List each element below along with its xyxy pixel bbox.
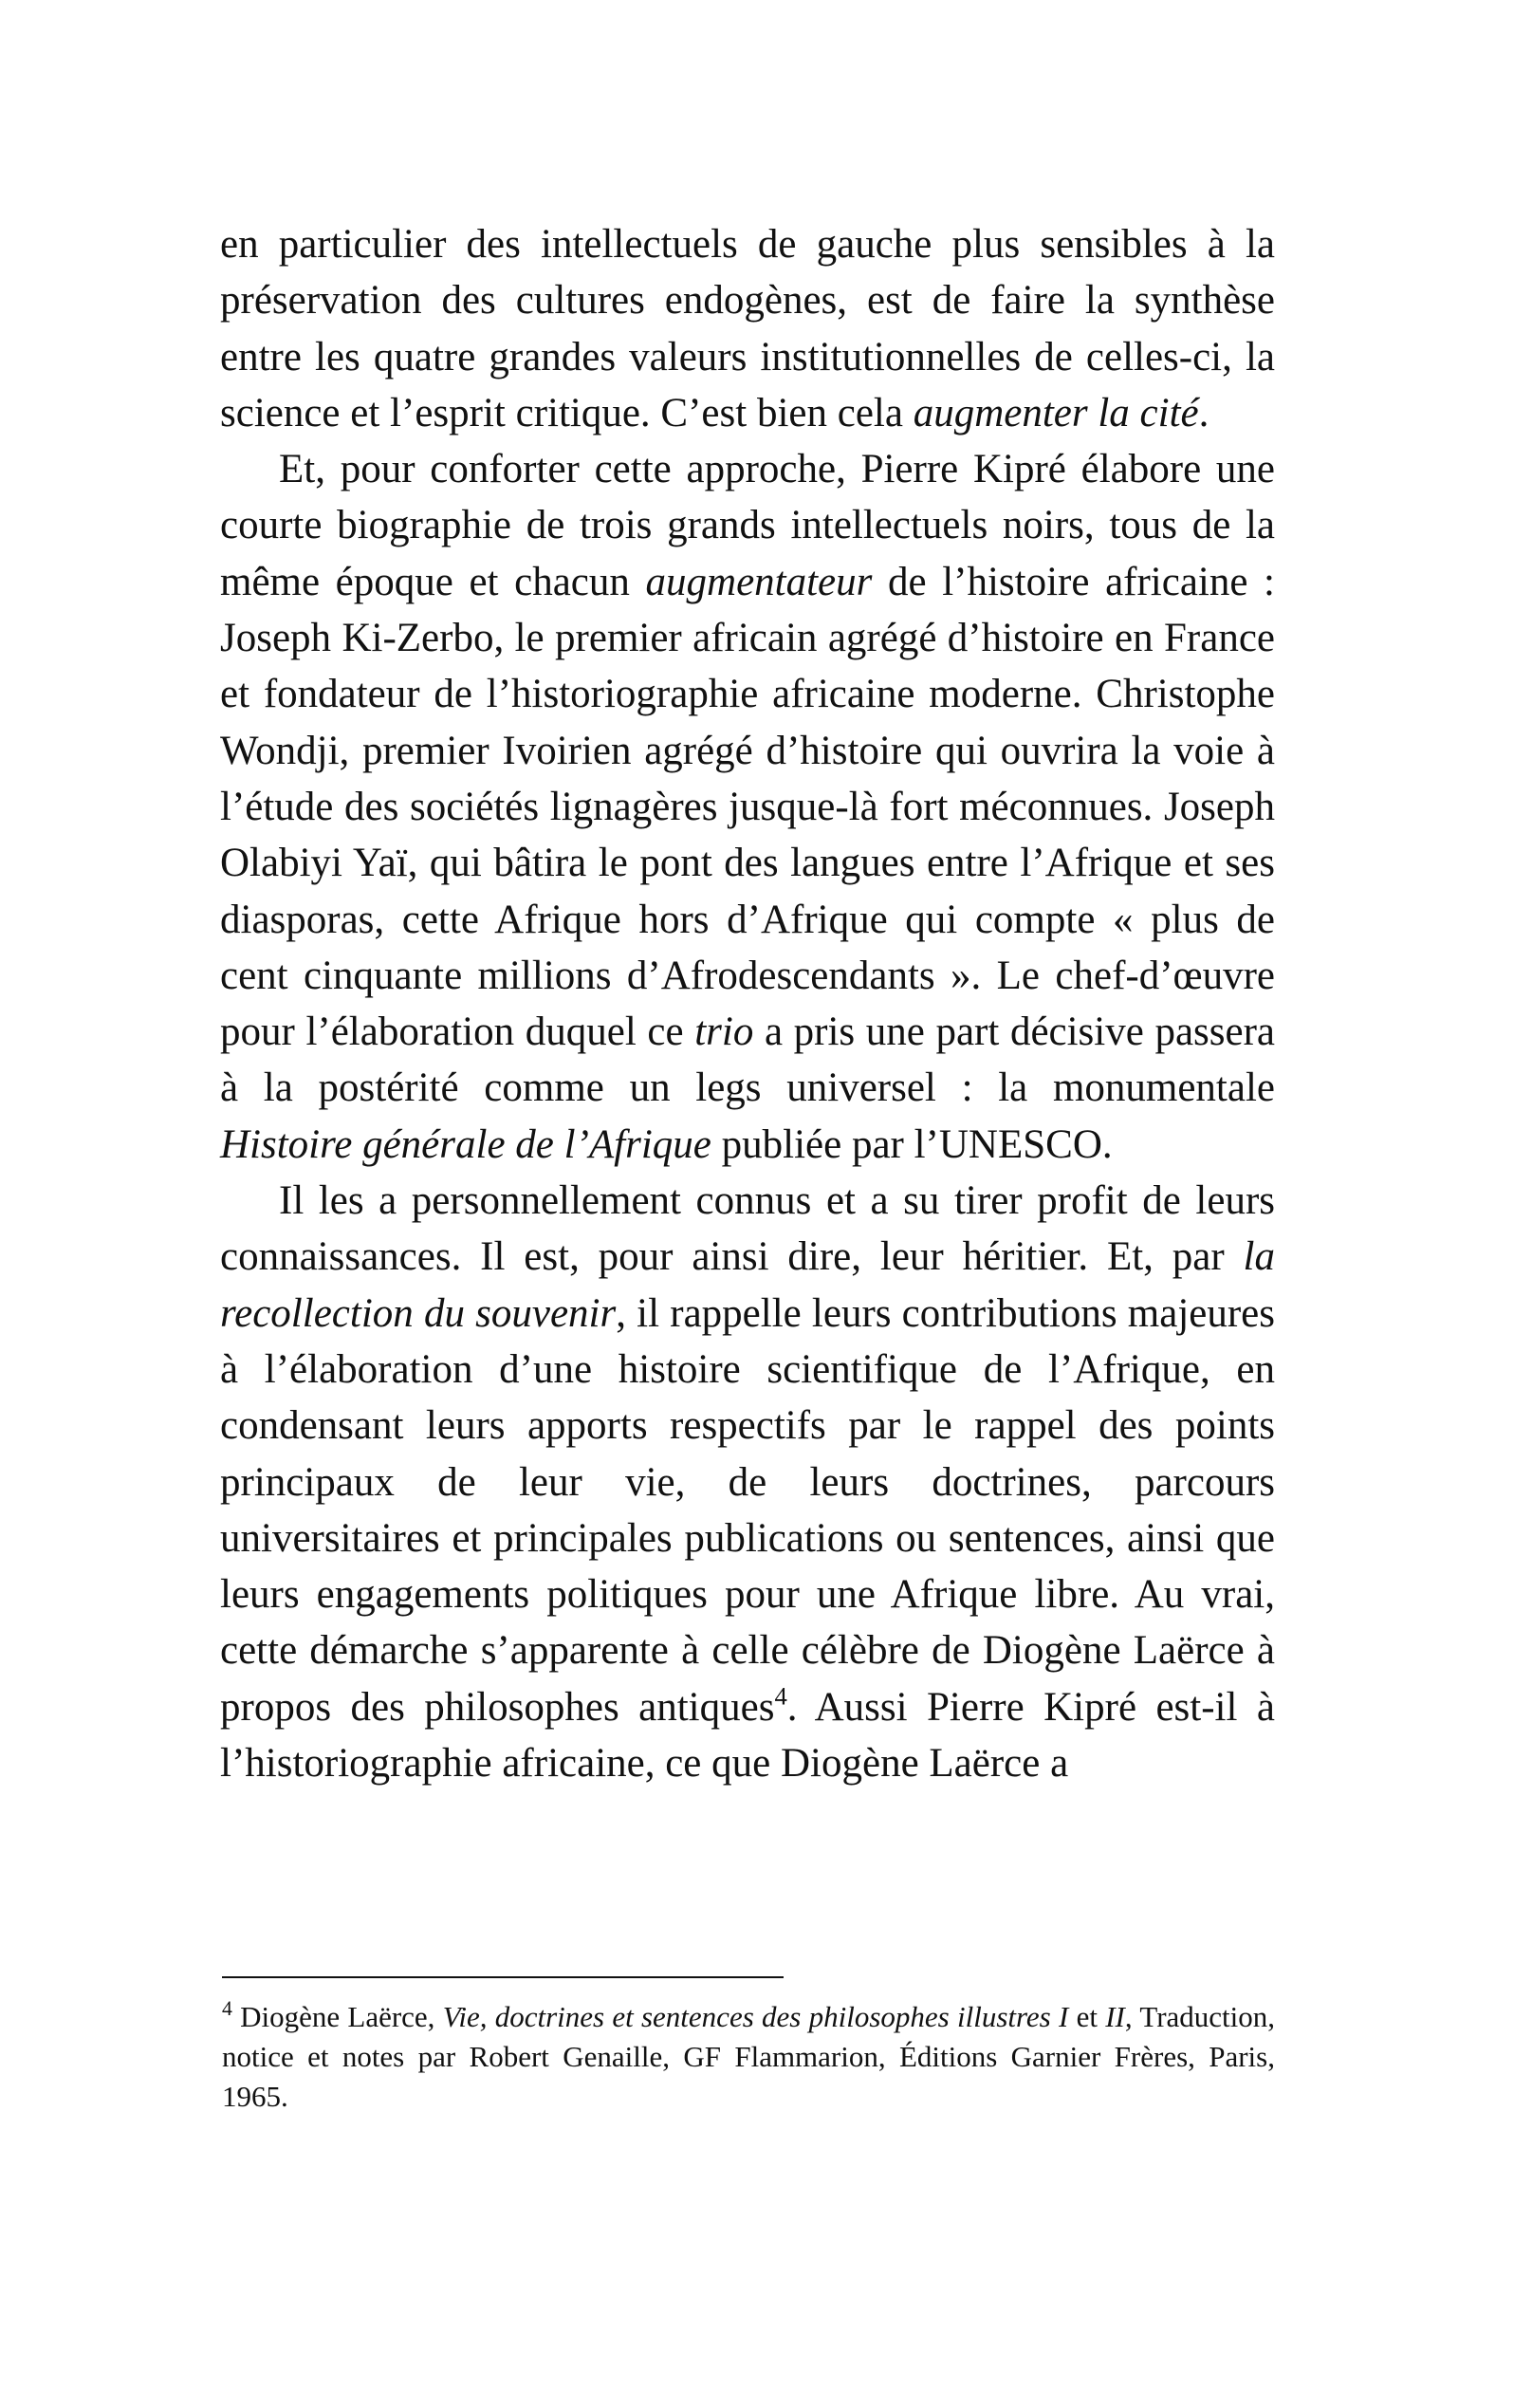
paragraph <box>220 1173 1275 1791</box>
text-run: publiée par l’UNESCO. <box>711 1121 1113 1167</box>
italic-run: augmenter la cité <box>913 390 1199 435</box>
italic-run: Vie, doctrines et sentences des philosophes illustres I <box>442 2000 1069 2033</box>
italic-run: II <box>1105 2000 1125 2033</box>
footnote-area <box>222 1997 1275 2117</box>
text-run: , il rappelle leurs contributions majeures à l’élaboration d’une histoire scientifique de l’Afrique, en condensant leurs apports respectifs par le rappel des points principaux de leur vie, de leurs doctrines, parcours universitaires et principales publications ou sentences, ainsi que leurs engagements politiques pour une Afrique libre. Au vrai, cette démarche s’apparente à celle célèbre de Diogène Laërce à propos des philosophes antiques <box>220 1290 1275 1730</box>
paragraph <box>220 441 1275 1173</box>
text-run: a pris une part décisive passera à la postérité comme un legs universel : la monumentale <box>220 1010 1275 1111</box>
footnote-ref: 4 <box>774 1681 787 1711</box>
italic-run: trio <box>694 1010 754 1055</box>
footnote-ref: 4 <box>222 1997 232 2021</box>
text-run: Et, pour conforter cette approche, Pierre Kipré élabore une courte biographie de trois grands intellectuels noirs, tous de la même époque et chacun <box>220 447 1275 604</box>
text-run: Il les a personnellement connus et a su tirer profit de leurs connaissances. Il est, pour ainsi dire, leur héritier. Et, par <box>220 1178 1275 1280</box>
paragraph <box>220 216 1275 441</box>
text-run: Diogène Laërce, <box>231 2000 443 2033</box>
text-run: en particulier des intellectuels de gauche plus sensibles à la préservation des cultures endogènes, est de faire la synthèse entre les quatre grandes valeurs institutionnelles de celles-ci, la science et l’esprit critique. C’est bien cela <box>220 222 1275 435</box>
footnote-separator <box>222 1976 784 1978</box>
italic-run: la recollection du souvenir <box>220 1234 1275 1336</box>
italic-run: augmentateur <box>645 559 873 604</box>
text-run: , Traduction, notice et notes par Robert Genaille, GF Flammarion, Éditions Garnier Frères, Paris, 1965. <box>222 2000 1276 2113</box>
main-text <box>220 216 1275 1791</box>
text-run: de l’histoire africaine : Joseph Ki-Zerbo, le premier africain agrégé d’histoire en France et fondateur de l’historiographie africaine moderne. Christophe Wondji, premier Ivoirien agrégé d’histoire qui ouvrira la voie à l’étude des sociétés lignagères jusque-là fort méconnues. Joseph Olabiyi Yaï, qui bâtira le pont des langues entre l’Afrique et ses diasporas, cette Afrique hors d’Afrique qui compte « plus de cent cinquante millions d’Afrodescendants ». Le chef-d’œuvre pour l’élaboration duquel ce <box>220 559 1276 1055</box>
footnote <box>222 1997 1275 2117</box>
text-run: . Aussi Pierre Kipré est-il à l’historiographie africaine, ce que Diogène Laërce a <box>220 1684 1275 1787</box>
text-run: et <box>1068 2000 1106 2033</box>
text-run: . <box>1198 390 1209 435</box>
italic-run: Histoire générale de l’Afrique <box>220 1121 711 1167</box>
